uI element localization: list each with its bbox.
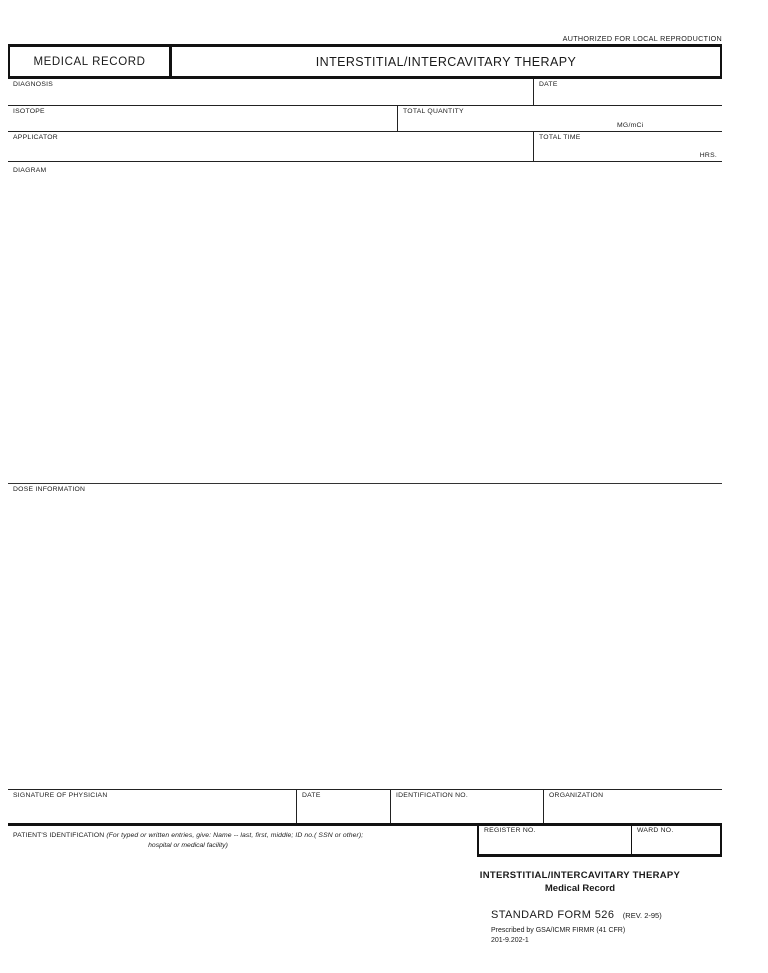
applicator-field[interactable] (8, 132, 533, 161)
register-no-field[interactable] (479, 825, 631, 854)
total-quantity-field[interactable] (397, 106, 722, 131)
identification-no-field[interactable] (390, 790, 543, 823)
total-quantity-unit: MG/mCi (617, 122, 644, 129)
form-title-box (172, 47, 722, 76)
organization-field[interactable] (543, 790, 722, 823)
diagram-label: DIAGRAM (13, 167, 47, 174)
ward-no-field[interactable] (631, 825, 720, 854)
total-quantity-label: TOTAL QUANTITY (403, 108, 464, 115)
diagram-area[interactable] (8, 180, 722, 480)
applicator-label: APPLICATOR (13, 134, 58, 141)
form-revision: (REV. 2-95) (622, 911, 662, 920)
patient-identification-label: PATIENT'S IDENTIFICATION (13, 832, 105, 839)
total-time-field[interactable] (533, 132, 722, 161)
prescribed-by-line2: 201-9.202-1 (491, 937, 529, 945)
organization-label: ORGANIZATION (549, 792, 604, 799)
form-main-title: INTERSTITIAL/INTERCAVITARY THERAPY (315, 54, 577, 69)
form-header (8, 44, 722, 79)
patient-identification-instructions: (For typed or written entries, give: Name -- last, first, middle; ID no.( SSN or other); (106, 832, 364, 839)
medical-record-title: MEDICAL RECORD (33, 55, 146, 68)
total-time-label: TOTAL TIME (539, 134, 581, 141)
diagnosis-date-row (8, 79, 722, 106)
physician-signature-field[interactable] (8, 790, 296, 823)
form-number: STANDARD FORM 526 (491, 909, 615, 921)
medical-record-box (8, 47, 172, 76)
dose-information-label: DOSE INFORMATION (13, 486, 86, 493)
signature-date-label: DATE (302, 792, 321, 799)
patient-identification-area[interactable] (13, 831, 471, 851)
ward-no-label: WARD NO. (637, 827, 674, 834)
authorized-reproduction-note: AUTHORIZED FOR LOCAL REPRODUCTION (563, 34, 722, 46)
prescribed-by-line1: Prescribed by GSA/ICMR FIRMR (41 CFR) (491, 927, 626, 934)
footer-form-subtitle: Medical Record (544, 883, 616, 894)
date-field[interactable] (533, 79, 722, 105)
date-label: DATE (539, 81, 558, 88)
signature-date-field[interactable] (296, 790, 390, 823)
form-number-block (491, 905, 662, 946)
isotope-quantity-row (8, 106, 722, 132)
total-time-unit: HRS. (699, 152, 717, 159)
isotope-label: ISOTOPE (13, 108, 45, 115)
physician-signature-label: SIGNATURE OF PHYSICIAN (13, 792, 108, 799)
diagnosis-label: DIAGNOSIS (13, 81, 54, 88)
signature-row (8, 789, 722, 826)
diagnosis-field[interactable] (8, 79, 533, 105)
register-ward-boxes (477, 825, 722, 857)
patient-identification-instructions-2: hospital or medical facility) (148, 842, 228, 850)
identification-no-label: IDENTIFICATION NO. (396, 792, 468, 799)
applicator-time-row (8, 132, 722, 162)
footer-form-title: INTERSTITIAL/INTERCAVITARY THERAPY (479, 870, 681, 881)
dose-information-area[interactable] (8, 483, 722, 789)
register-no-label: REGISTER NO. (484, 827, 536, 834)
isotope-field[interactable] (8, 106, 397, 131)
